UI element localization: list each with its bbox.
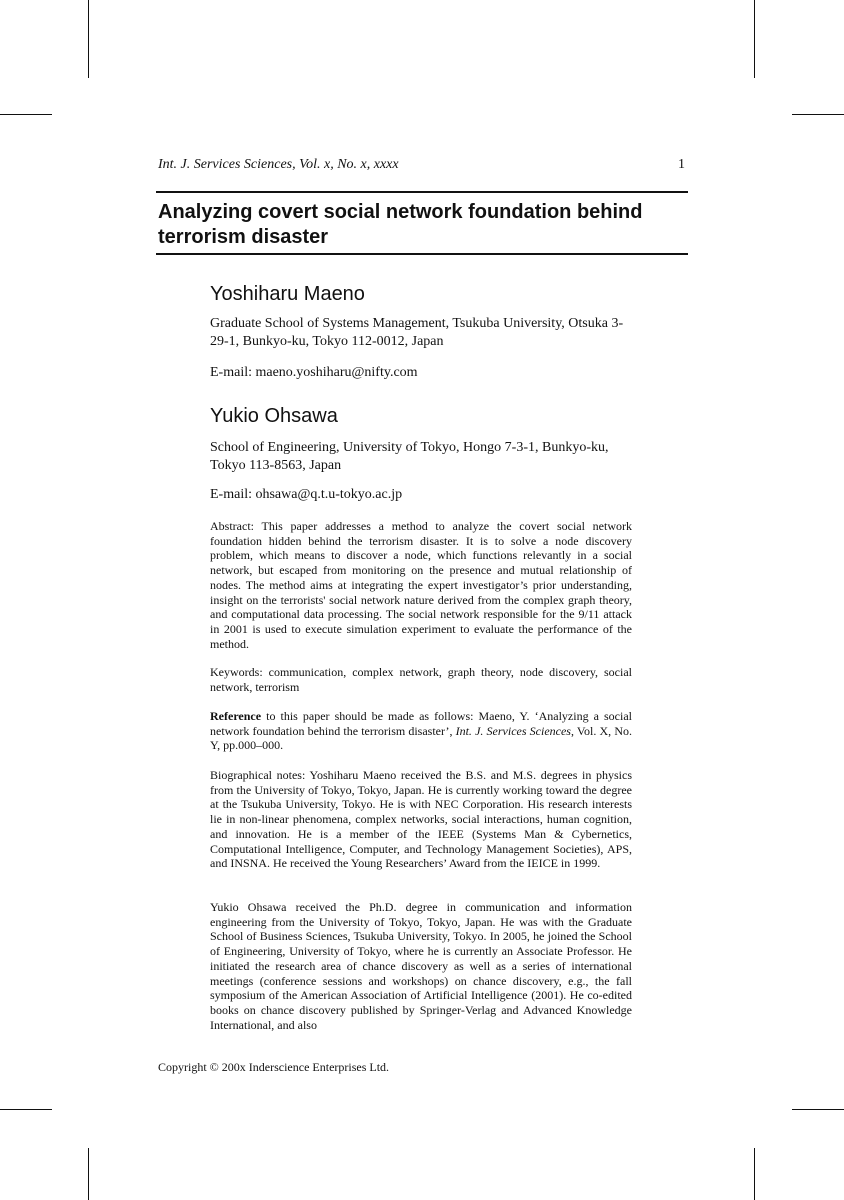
reference-note [210, 709, 632, 753]
title-rule-top [156, 191, 688, 193]
copyright-notice: Copyright © 200x Inderscience Enterprises Ltd. [158, 1060, 390, 1074]
crop-mark-top-left-h [0, 114, 52, 115]
author-email: E-mail: ohsawa@q.t.u-tokyo.ac.jp [210, 487, 403, 502]
reference-text: to this paper should be made as follows: Maeno, Y. ‘Analyzing a social network foundation behind the terrorism disaster’, [210, 709, 632, 738]
crop-mark-top-right-h [792, 114, 844, 115]
crop-mark-bottom-left-h [0, 1109, 52, 1110]
crop-mark-top-right [754, 0, 755, 78]
crop-mark-top-left [88, 0, 89, 78]
reference-journal: Int. J. Services Sciences [455, 723, 571, 738]
author-affiliation: School of Engineering, University of Tokyo, Hongo 7-3-1, Bunkyo-ku, Tokyo 113-8563, Japan [210, 440, 609, 473]
crop-mark-bottom-left [88, 1148, 89, 1200]
paper-title: Analyzing covert social network foundation behind terrorism disaster [158, 201, 643, 248]
crop-mark-bottom-right-h [792, 1109, 844, 1110]
biographical-notes-ohsawa: Yukio Ohsawa received the Ph.D. degree in communication and information engineering from the University of Tokyo, Tokyo, Japan. He was with the Graduate School of Business Sciences, Tsukuba University, Tokyo. In 2005, he joined the School of Engineering, University of Tokyo, where he is currently an Associate Professor. He initiated the research area of chance discovery as well as a series of international meetings (conference sessions and workshops) on chance discovery, e.g., the fall symposium of the American Association of Artificial Intelligence (2001). He co-edited books on chance discovery published by Springer-Verlag and Advanced Knowledge International, and also [210, 900, 632, 1032]
author-name: Yoshiharu Maeno [210, 283, 365, 305]
author-email: E-mail: maeno.yoshiharu@nifty.com [210, 365, 418, 380]
keywords: Keywords: communication, complex network, graph theory, node discovery, social network, terrorism [210, 665, 632, 694]
reference-volume: , Vol. X, No. Y, pp.000–000. [210, 723, 632, 753]
author-affiliation: Graduate School of Systems Management, Tsukuba University, Otsuka 3-29-1, Bunkyo-ku, Tokyo 112-0012, Japan [210, 316, 624, 349]
crop-mark-bottom-right [754, 1148, 755, 1200]
title-rule-bottom [156, 253, 688, 255]
author-name: Yukio Ohsawa [210, 405, 338, 427]
journal-header: Int. J. Services Sciences, Vol. x, No. x, xxxx [158, 157, 399, 172]
reference-label: Reference [210, 709, 262, 723]
abstract: Abstract: This paper addresses a method to analyze the covert social network foundation hidden behind the terrorism disaster. It is to solve a node discovery problem, which means to discover a node, which functions relevantly in a social network, but escaped from monitoring on the presence and mutual relationship of nodes. The method aims at integrating the expert investigator’s prior understanding, insight on the terrorists' social network nature derived from the complex graph theory, and computational data processing. The social network responsible for the 9/11 attack in 2001 is used to execute simulation experiment to evaluate the performance of the method. [210, 519, 632, 651]
page-number: 1 [678, 157, 685, 172]
biographical-notes-maeno: Biographical notes: Yoshiharu Maeno received the B.S. and M.S. degrees in physics from the University of Tokyo, Tokyo, Japan. He is currently working toward the degree at the Tsukuba University, Tokyo. He is with NEC Corporation. His research interests lie in non-linear phenomena, complex networks, social interactions, human cognition, and innovation. He is a member of the IEEE (Systems Man & Cybernetics, Computational Intelligence, Computer, and Technology Management Societies), APS, and INSNA. He received the Young Researchers’ Award from the IEICE in 1999. [210, 768, 632, 871]
